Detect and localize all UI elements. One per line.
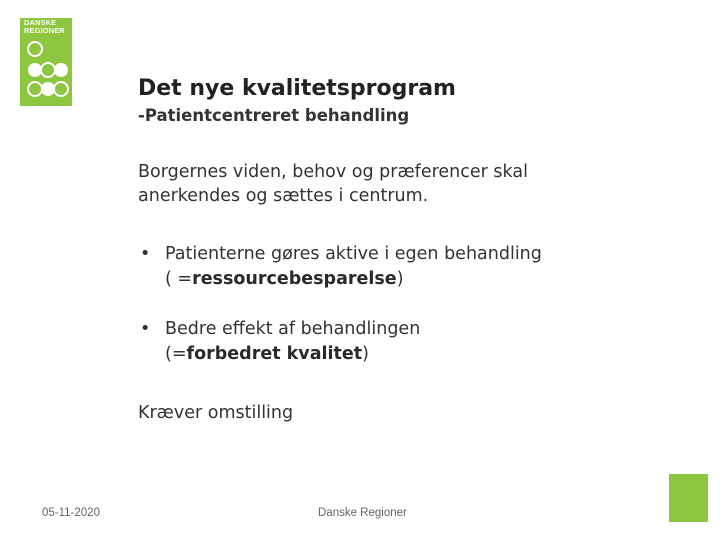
bullet-note xyxy=(165,267,542,292)
bullet-note xyxy=(165,342,420,367)
closing-text: Kræver omstilling xyxy=(138,403,294,423)
intro-text: Borgernes viden, behov og præferencer skal anerkendes og sættes i centrum. xyxy=(138,162,528,206)
note-emphasis: ressourcebesparelse xyxy=(192,269,397,289)
bullet-dot: • xyxy=(140,319,151,339)
bullet-line: Bedre effekt af behandlingen xyxy=(165,319,421,339)
note-prefix: (= xyxy=(165,344,187,364)
note-prefix: ( = xyxy=(165,269,193,289)
bullet-item xyxy=(140,317,420,367)
slide-title: Det nye kvalitetsprogram xyxy=(138,76,456,101)
logo-circles-icon xyxy=(20,40,72,100)
logo-wordmark: DANSKE REGIONER xyxy=(24,18,65,35)
slide-subtitle: -Patientcentreret behandling xyxy=(138,106,410,125)
bullet-dot: • xyxy=(140,244,151,264)
danske-regioner-logo xyxy=(20,18,72,106)
footer-organization: Danske Regioner xyxy=(318,507,407,519)
note-emphasis: forbedret kvalitet xyxy=(186,344,363,364)
note-suffix: ) xyxy=(362,344,369,364)
note-suffix: ) xyxy=(396,269,404,289)
bullet-item xyxy=(140,242,542,292)
intro-paragraph xyxy=(138,160,608,208)
bullet-line: Patienterne gøres aktive i egen behandling xyxy=(165,244,542,264)
corner-accent-block xyxy=(669,474,708,522)
footer-date: 05-11-2020 xyxy=(42,507,100,519)
